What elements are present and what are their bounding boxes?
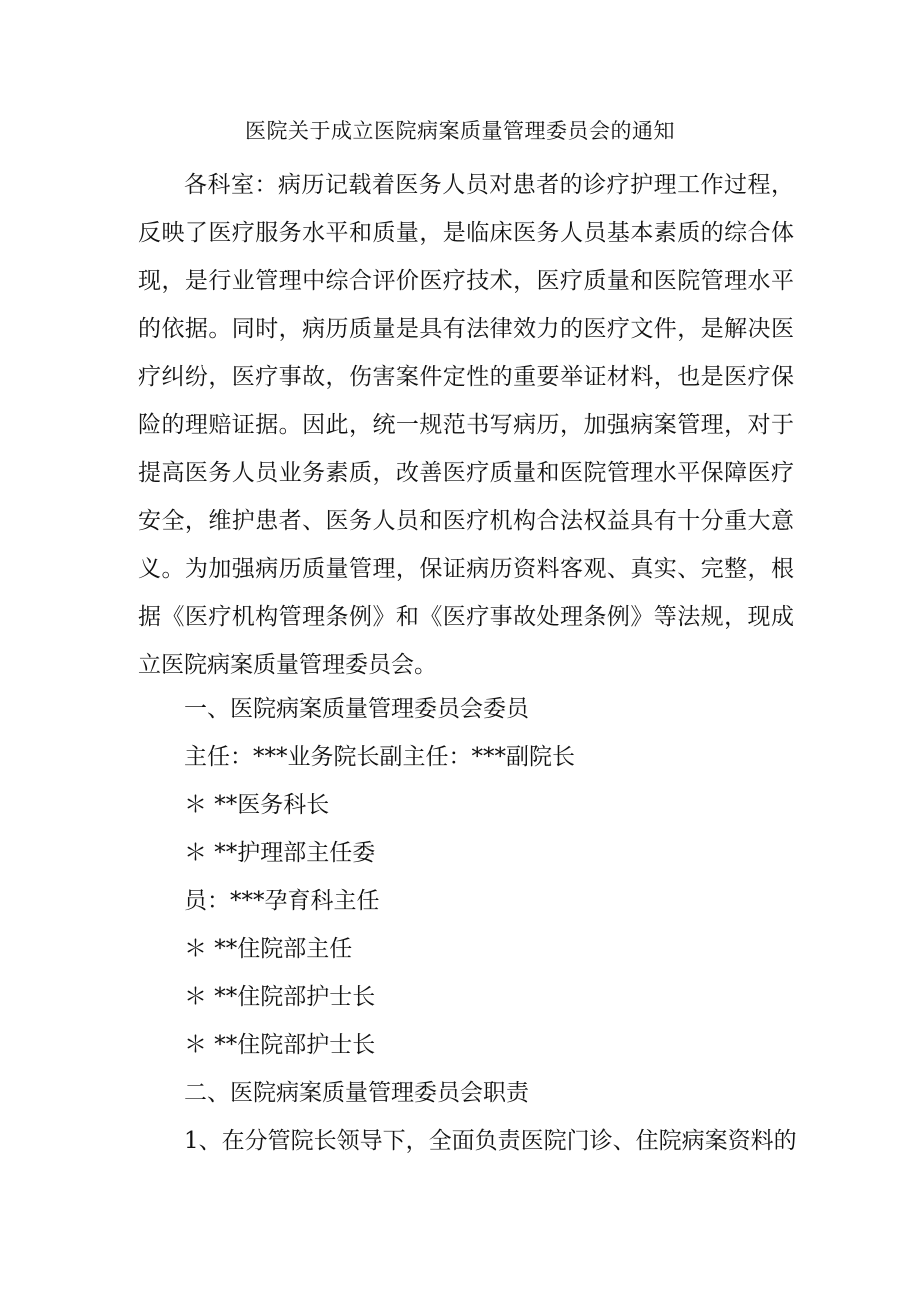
document-title: 医院关于成立医院病案质量管理委员会的通知 bbox=[245, 119, 675, 143]
member-line-3: ＊ **护理部主任委 bbox=[184, 840, 376, 866]
member-line-2: ＊ **医务科长 bbox=[184, 792, 330, 818]
duty-item-1: 1、在分管院长领导下，全面负责医院门诊、住院病案资料的 bbox=[184, 1128, 797, 1154]
member-line-7: ＊ **住院部护士长 bbox=[184, 1032, 376, 1058]
section-2-heading: 二、医院病案质量管理委员会职责 bbox=[184, 1080, 529, 1106]
member-line-1: 主任：***业务院长副主任：***副院长 bbox=[184, 744, 575, 770]
member-line-5: ＊ **住院部主任 bbox=[184, 936, 353, 962]
intro-paragraph: 各科室：病历记载着医务人员对患者的诊疗护理工作过程，反映了医疗服务水平和质量，是临床医务人员基本素质的综合体现，是行业管理中综合评价医疗技术，医疗质量和医院管理水平的依据。同时，病历质量是具有法律效力的医疗文件，是解决医疗纠纷，医疗事故，伤害案件定性的重要举证材料，也是医疗保险的理赔证据。因此，统一规范书写病历，加强病案管理，对于提高医务人员业务素质，改善医疗质量和医院管理水平保障医疗安全，维护患者、医务人员和医疗机构合法权益具有十分重大意义。为加强病历质量管理，保证病历资料客观、真实、完整，根据《医疗机构管理条例》和《医疗事故处理条例》等法规，现成立医院病案质量管理委员会。 bbox=[138, 172, 794, 678]
member-line-4: 员：***孕育科主任 bbox=[184, 888, 380, 914]
member-line-6: ＊ **住院部护士长 bbox=[184, 984, 376, 1010]
section-1-heading: 一、医院病案质量管理委员会委员 bbox=[184, 696, 529, 722]
